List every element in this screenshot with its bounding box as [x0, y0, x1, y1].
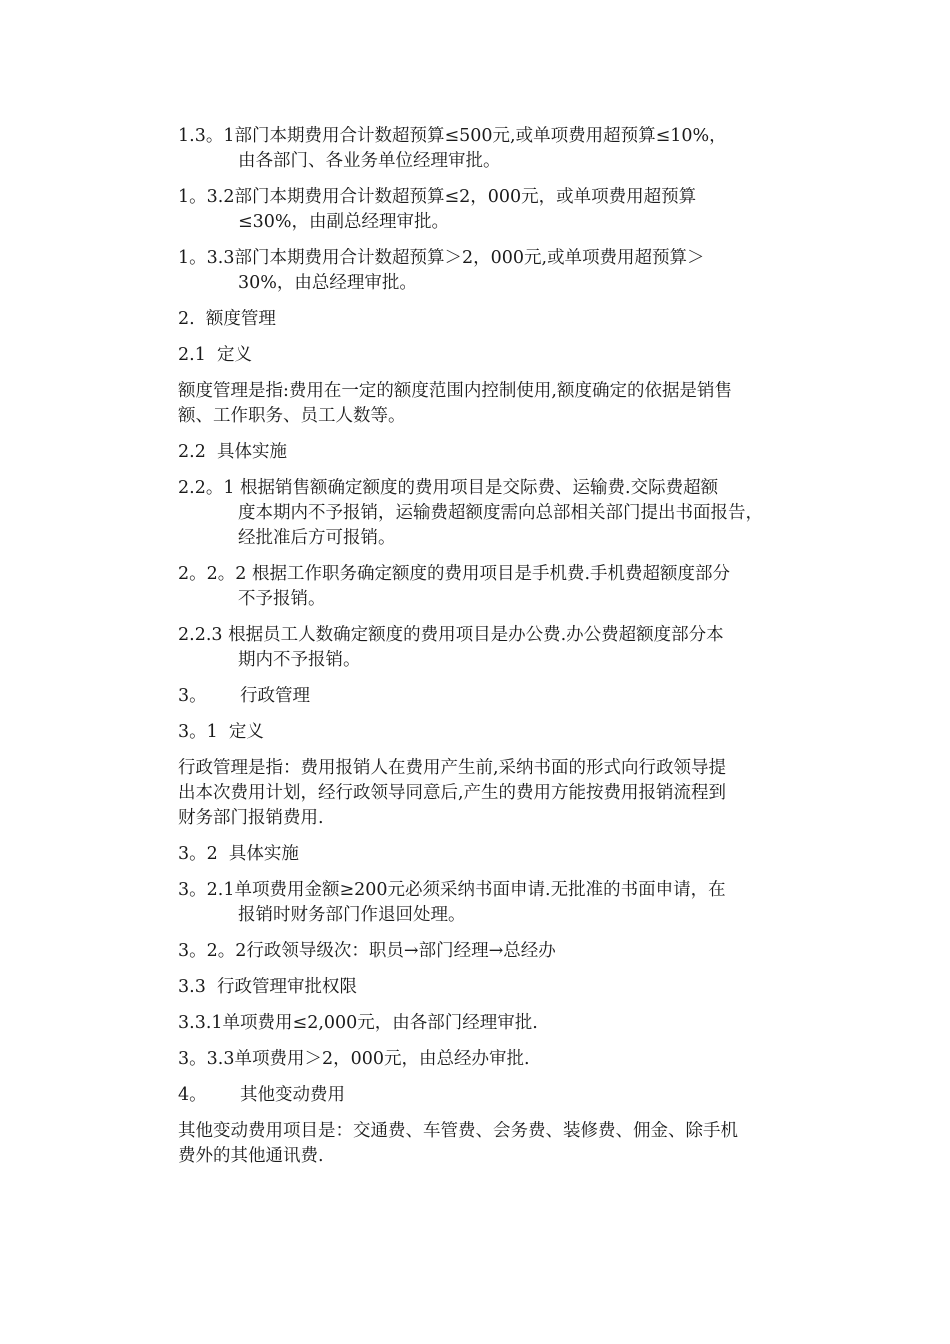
section-heading-3: 3。 行政管理: [178, 686, 311, 706]
subsection-heading-3-3: 3.3 行政管理审批权限: [178, 977, 357, 997]
text-line: 1.3。1部门本期费用合计数超预算≤500元,或单项费用超预算≤10%，: [178, 126, 727, 146]
text-line: 出本次费用计划，经行政领导同意后,产生的费用方能按费用报销流程到: [178, 783, 727, 803]
text-line: 2。2。2 根据工作职务确定额度的费用项目是手机费.手机费超额度部分: [178, 564, 731, 584]
text-line: 额、工作职务、员工人数等。: [178, 406, 406, 426]
text-line: 经批准后方可报销。: [238, 528, 396, 548]
paragraph-2-2-1: [178, 476, 818, 551]
subsection-heading-3-2: 3。2 具体实施: [178, 844, 299, 864]
section-heading-2: 2. 额度管理: [178, 309, 276, 329]
text-line: 1。3.3部门本期费用合计数超预算＞2，000元,或单项费用超预算＞: [178, 248, 705, 268]
text-line: 行政管理是指：费用报销人在费用产生前,采纳书面的形式向行政领导提: [178, 758, 727, 778]
text-line: 费外的其他通讯费.: [178, 1146, 324, 1166]
text-line: 3。3.3单项费用＞2，000元，由总经办审批.: [178, 1049, 530, 1069]
subsection-heading-2-1: 2.1 定义: [178, 345, 252, 365]
text-line: 3。2。2行政领导级次：职员→部门经理→总经办: [178, 941, 556, 961]
text-line: 由各部门、各业务单位经理审批。: [238, 151, 501, 171]
paragraph-3-2-2: [178, 939, 818, 964]
text-line: 30%，由总经理审批。: [238, 273, 417, 293]
document-body: [178, 124, 818, 1180]
subsection-heading-3-1: 3。1 定义: [178, 722, 264, 742]
text-line: 不予报销。: [238, 589, 326, 609]
text-line: 其他变动费用项目是：交通费、车管费、会务费、装修费、佣金、除手机: [178, 1121, 738, 1141]
text-line: 额度管理是指:费用在一定的额度范围内控制使用,额度确定的依据是销售: [178, 381, 732, 401]
section-heading-4: 4。 其他变动费用: [178, 1085, 346, 1105]
text-line: 1。3.2部门本期费用合计数超预算≤2，000元，或单项费用超预算: [178, 187, 697, 207]
text-line: 3。2.1单项费用金额≥200元必须采纳书面申请.无批准的书面申请，在: [178, 880, 726, 900]
paragraph-4: [178, 1119, 818, 1169]
paragraph-1-3-3: [178, 246, 818, 296]
text-line: 3.3.1单项费用≤2,000元，由各部门经理审批.: [178, 1013, 538, 1033]
paragraph-3-1: [178, 756, 818, 831]
text-line: 财务部门报销费用.: [178, 808, 324, 828]
text-line: 2.2。1 根据销售额确定额度的费用项目是交际费、运输费.交际费超额: [178, 478, 719, 498]
text-line: 2.2.3 根据员工人数确定额度的费用项目是办公费.办公费超额度部分本: [178, 625, 724, 645]
paragraph-2-2-2: [178, 562, 818, 612]
subsection-heading-2-2: 2.2 具体实施: [178, 442, 287, 462]
paragraph-3-3-3: [178, 1047, 818, 1072]
paragraph-1-3-1: [178, 124, 818, 174]
paragraph-1-3-2: [178, 185, 818, 235]
paragraph-2-1: [178, 379, 818, 429]
paragraph-3-2-1: [178, 878, 818, 928]
text-line: 期内不予报销。: [238, 650, 361, 670]
text-line: ≤30%，由副总经理审批。: [238, 212, 450, 232]
paragraph-3-3-1: [178, 1011, 818, 1036]
text-line: 度本期内不予报销，运输费超额度需向总部相关部门提出书面报告，: [238, 503, 763, 523]
paragraph-2-2-3: [178, 623, 818, 673]
text-line: 报销时财务部门作退回处理。: [238, 905, 466, 925]
